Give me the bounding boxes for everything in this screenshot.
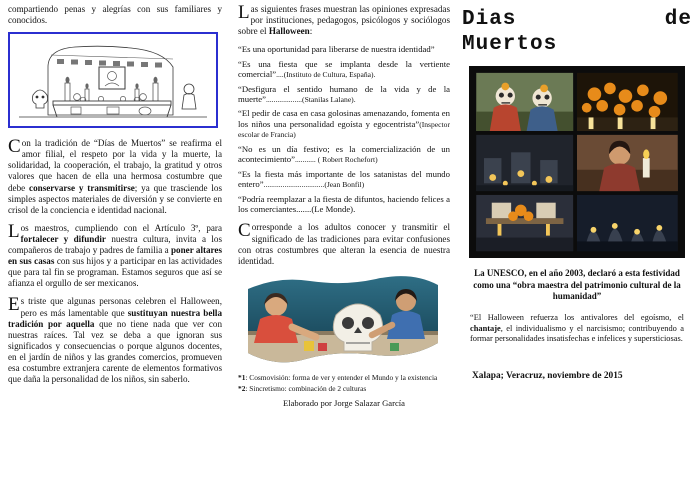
author-credit: Elaborado por Jorge Salazar García bbox=[282, 398, 405, 409]
paragraph-halloween: Es triste que algunas personas celebren el Halloween, pero es más lamentable que sustituyan nuestra bella tradición por aquella que no tiene nada que ver con nuestras raíces. Tal vez se deba a que ignoran sus significados y consecuencias o porque algunos docentes, en el jardín de niños y las grandes comercios, promueven esa costumbre extranjera carente de elementos formativos que daña la personalidad de los niños, sin saberlo. bbox=[8, 294, 222, 385]
halloween-note: “El Halloween refuerza los antivalores del egoísmo, el chantaje, el individualismo y el narcisismo; contribuyendo a formar personalidades insatisfechas e infelices y supersticiosas. bbox=[470, 313, 684, 344]
paragraph-corresponde: Corresponde a los adultos conocer y transmitir el significado de las tradiciones para evitar confusiones con otras costumbres que alteran la esencia de nuestra identidad. bbox=[238, 220, 450, 266]
quote-item: “Es la fiesta más importante de los satanistas del mundo entero”................................(Jean Bonfil) bbox=[238, 168, 450, 190]
paragraph-maestros: Los maestros, cumpliendo con el Artículo 3º, para fortalecer y difundir nuestra cultura, invita a los compañeros de trabajo y padres de familia a poner altares en sus casas con sus hijos y a participar en las actividades que para tal fin se programan. Estamos seguros que así se afianza el orgullo de ser mexicanos. bbox=[8, 220, 223, 289]
footnote-marker-2: *2 bbox=[238, 384, 246, 394]
bold-altares: poner altares en sus casas bbox=[8, 245, 222, 267]
quote-item: “Es una fiesta que se implanta desde la vertiente comercial”....(Instituto de Cultura, España). bbox=[238, 58, 450, 80]
column-left-body bbox=[8, 138, 222, 385]
place-and-date: Xalapa; Veracruz, noviembre de 2015 bbox=[472, 370, 623, 381]
dia-de-muertos-altar-drawing bbox=[13, 37, 213, 123]
dropcap-c: C bbox=[8, 136, 21, 158]
bold-conservarse: conservarse y transmitirse bbox=[29, 182, 135, 193]
bold-fortalecer: fortalecer y difundir bbox=[20, 233, 106, 244]
quote-item: “Podría reemplazar a la fiesta de difuntos, haciendo felices a los comerciantes.......(Le Monde). bbox=[238, 193, 450, 214]
footnote-sincretismo: *2: Sincretismo: combinación de 2 culturas bbox=[238, 384, 367, 394]
paragraph-frases-intro: Las siguientes frases muestran las opiniones expresadas por instituciones, pedagogos, psicólogos y sociólogos sobre el Halloween: bbox=[238, 2, 450, 37]
paragraph-tradicion: Con la tradición de “Días de Muertos” se reafirma el amor filial, el respeto por la vida y la muerte, la solidaridad, la cooperación, el trabajo, la gratitud y otros valores que hacen de ella una hermosa costumbre que debe conservarse y transmitirse; ya que trasciende los simples aspectos materiales de diversión y se convierte en crisol de la conciencia e identidad nacional. bbox=[8, 136, 222, 215]
bold-sustituyan: sustituyan nuestra bella tradición por aquella bbox=[8, 307, 222, 329]
dia-de-muertos-photo-collage bbox=[469, 66, 685, 258]
footnote-marker-1: *1 bbox=[238, 372, 246, 382]
title-word-de: de bbox=[664, 8, 692, 31]
column-right bbox=[458, 0, 696, 486]
column-center bbox=[238, 0, 450, 486]
quote-item: “El pedir de casa en casa golosinas amenazando, fomenta en los niños una personalidad egoísta y egocentrista”(Inspector escolar de Francia) bbox=[238, 108, 450, 140]
column-left bbox=[6, 0, 224, 486]
bold-chantaje: chantaje bbox=[470, 323, 501, 333]
dropcap-c2: C bbox=[238, 220, 251, 242]
continuation-text: compartiendo penas y alegrías con sus familiares y conocidos. bbox=[8, 4, 222, 26]
unesco-statement: La UNESCO, en el año 2003, declaró a esta festividad como una “obra maestra del patrimonio cultural de la humanidad” bbox=[473, 268, 681, 302]
altar-illustration-frame bbox=[8, 32, 218, 128]
dropcap-e: E bbox=[8, 294, 20, 316]
dropcap-l: L bbox=[8, 220, 20, 242]
title-word-dias: Dias bbox=[462, 8, 517, 31]
quote-item: “No es un día festivo; es la comercialización de un acontecimiento”........... ( Robert Rochefort) bbox=[238, 143, 450, 165]
page-title-line1 bbox=[462, 8, 692, 31]
ninos-pintando-calavera-photo bbox=[240, 275, 445, 367]
page-title-line2: Muertos bbox=[462, 33, 558, 56]
bold-halloween: Halloween bbox=[268, 26, 310, 37]
quote-item: “Es una oportunidad para liberarse de nuestra identidad” bbox=[238, 44, 435, 55]
quote-item: “Desfigura el sentido humano de la vida y de la muerte”...................(Stanilas Lalane). bbox=[238, 83, 450, 105]
dropcap-l2: L bbox=[238, 2, 250, 23]
footnote-cosmovision: *1: Cosmovisión: forma de ver y entender el Mundo y la existencia bbox=[238, 372, 438, 382]
